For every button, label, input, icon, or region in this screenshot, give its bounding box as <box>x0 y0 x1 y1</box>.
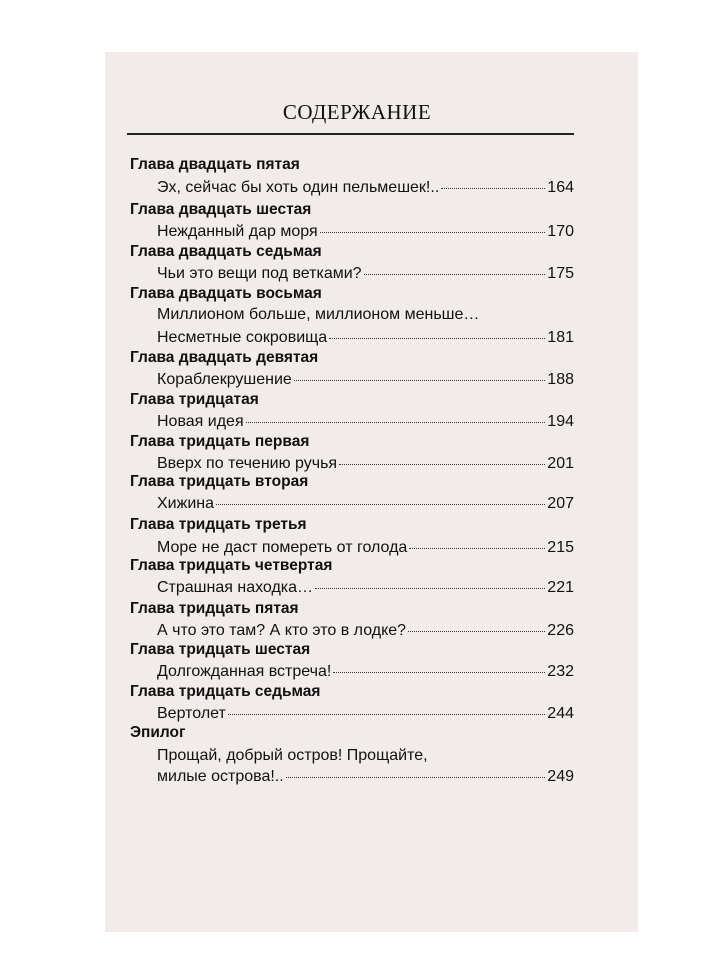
entry-page: 188 <box>547 371 574 388</box>
toc-entry[interactable] <box>157 179 574 197</box>
leader-dots <box>246 422 546 423</box>
entry-title: Вертолет <box>157 705 226 722</box>
entry-page: 194 <box>547 413 574 430</box>
leader-dots <box>364 274 546 275</box>
chapter-heading: Глава двадцать седьмая <box>130 243 322 260</box>
leader-dots <box>228 714 545 715</box>
entry-page: 221 <box>547 579 574 596</box>
chapter-heading: Глава тридцать третья <box>130 516 307 533</box>
toc-entry[interactable] <box>157 579 574 597</box>
toc-entry[interactable] <box>157 495 574 513</box>
chapter-heading: Глава двадцать пятая <box>130 156 300 173</box>
entry-title: Нежданный дар моря <box>157 223 318 240</box>
title-rule <box>127 133 574 135</box>
entry-page: 201 <box>547 455 574 472</box>
entry-page: 215 <box>547 539 574 556</box>
leader-dots <box>294 380 545 381</box>
chapter-heading: Глава двадцать шестая <box>130 201 312 218</box>
entry-title: Море не даст помереть от голода <box>157 539 408 556</box>
toc-entry[interactable] <box>157 622 574 640</box>
entry-page: 175 <box>547 265 574 282</box>
page-title: СОДЕРЖАНИЕ <box>282 100 432 124</box>
entry-page: 181 <box>547 329 574 346</box>
leader-dots <box>409 548 545 549</box>
toc-entry[interactable] <box>157 768 574 786</box>
chapter-heading: Глава тридцать шестая <box>130 641 311 658</box>
toc-entry[interactable] <box>157 223 574 241</box>
entry-page: 164 <box>547 179 574 196</box>
entry-title: Эх, сейчас бы хоть один пельмешек!.. <box>157 179 440 196</box>
leader-dots <box>286 777 546 778</box>
leader-dots <box>408 631 545 632</box>
entry-page: 244 <box>547 705 574 722</box>
leader-dots <box>333 672 545 673</box>
entry-page: 232 <box>547 663 574 680</box>
entry-page: 170 <box>547 223 574 240</box>
chapter-heading: Эпилог <box>130 724 186 741</box>
toc-entry[interactable] <box>157 455 574 473</box>
chapter-heading: Глава тридцать седьмая <box>130 683 321 700</box>
entry-title: Хижина <box>157 495 214 512</box>
chapter-heading: Глава тридцатая <box>130 391 259 408</box>
toc-entry[interactable] <box>157 705 574 723</box>
chapter-heading: Глава двадцать восьмая <box>130 285 322 302</box>
leader-dots <box>320 232 546 233</box>
leader-dots <box>315 588 545 589</box>
entry-page: 249 <box>547 768 574 785</box>
chapter-heading: Глава двадцать девятая <box>130 349 319 366</box>
chapter-heading: Глава тридцать четвертая <box>130 557 333 574</box>
leader-dots <box>216 504 545 505</box>
entry-title: Прощай, добрый остров! Прощайте, <box>157 747 428 764</box>
entry-title: Миллионом больше, миллионом меньше… <box>157 306 480 323</box>
chapter-heading: Глава тридцать вторая <box>130 473 309 490</box>
toc-entry[interactable] <box>157 413 574 431</box>
chapter-heading: Глава тридцать пятая <box>130 600 299 617</box>
toc-entry[interactable] <box>157 329 574 347</box>
toc-entry[interactable] <box>157 265 574 283</box>
leader-dots <box>329 338 545 339</box>
toc-entry[interactable] <box>157 371 574 389</box>
entry-title: Страшная находка… <box>157 579 314 596</box>
entry-title: Долгожданная встреча! <box>157 663 332 680</box>
entry-title: Кораблекрушение <box>157 371 292 388</box>
entry-title: Новая идея <box>157 413 244 430</box>
entry-title: Несметные сокровища <box>157 329 328 346</box>
entry-page: 226 <box>547 622 574 639</box>
leader-dots <box>339 464 545 465</box>
entry-page: 207 <box>547 495 574 512</box>
entry-title: А что это там? А кто это в лодке? <box>157 622 407 639</box>
entry-title: Вверх по течению ручья <box>157 455 338 472</box>
chapter-heading: Глава тридцать первая <box>130 433 310 450</box>
entry-title: Чьи это вещи под ветками? <box>157 265 362 282</box>
toc-entry[interactable] <box>157 539 574 557</box>
toc-entry[interactable] <box>157 663 574 681</box>
entry-title: милые острова!.. <box>157 768 284 785</box>
leader-dots <box>441 188 545 189</box>
